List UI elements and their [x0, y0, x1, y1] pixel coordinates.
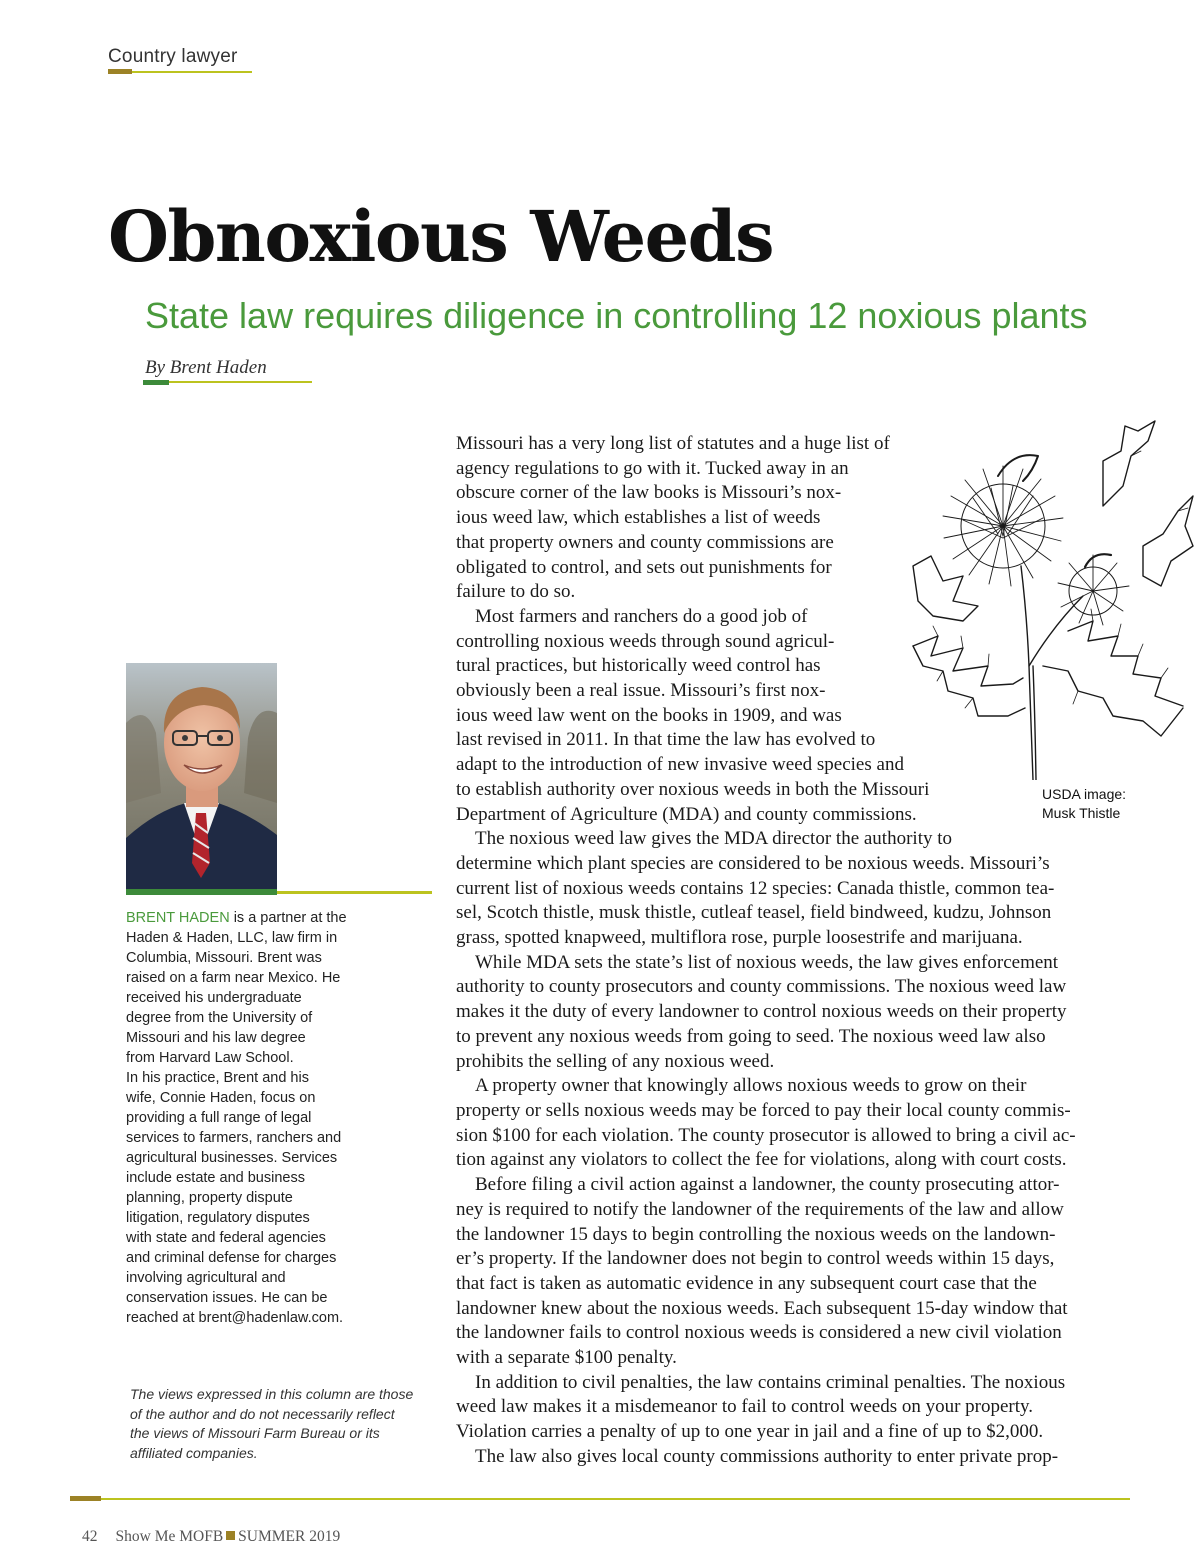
byline: By Brent Haden: [145, 357, 267, 378]
body-line: The law also gives local county commissions authority to enter private prop-: [475, 1445, 1059, 1467]
body-line: ious weed law went on the books in 1909, and was: [456, 704, 842, 726]
body-line: with a separate $100 penalty.: [456, 1347, 677, 1369]
body-line: tural practices, but historically weed control has: [456, 655, 821, 677]
body-line: ney is required to notify the landowner of the requirements of the law and allow: [456, 1198, 1064, 1220]
bio-line: litigation, regulatory disputes: [126, 1210, 310, 1226]
section-rule: [132, 71, 252, 73]
body-line: weed law makes it a misdemeanor to fail to control weeds on your property.: [456, 1396, 1034, 1418]
bio-line: include estate and business: [126, 1170, 305, 1186]
bio-line: received his undergraduate: [126, 990, 302, 1006]
body-line: obligated to control, and sets out punishments for: [456, 556, 832, 578]
bio-line: Missouri and his law degree: [126, 1030, 306, 1046]
disclaimer: [130, 1385, 435, 1463]
body-line: A property owner that knowingly allows noxious weeds to grow on their: [475, 1075, 1027, 1097]
body-line: controlling noxious weeds through sound agricul-: [456, 630, 835, 652]
body-line: the landowner 15 days to begin controlling the noxious weeds on the landown-: [456, 1223, 1056, 1245]
disclaimer-line: The views expressed in this column are those: [130, 1386, 414, 1402]
page-number: 42: [82, 1528, 98, 1545]
body-line: The noxious weed law gives the MDA director the authority to: [475, 828, 953, 850]
photo-rule: [277, 891, 432, 894]
body-line: Missouri has a very long list of statutes and a huge list of: [456, 433, 890, 454]
byline-rule-accent: [143, 380, 169, 385]
body-line: obviously been a real issue. Missouri’s first nox-: [456, 680, 826, 702]
disclaimer-line: of the author and do not necessarily reflect: [130, 1405, 395, 1422]
bio-line: Haden & Haden, LLC, law firm in: [126, 930, 338, 946]
body-line: failure to do so.: [456, 581, 576, 603]
body-line: er’s property. If the landowner does not begin to control weeds within 15 days,: [456, 1248, 1055, 1270]
bio-line: and criminal defense for charges: [126, 1250, 337, 1266]
body-line: the landowner fails to control noxious weeds is considered a new civil violation: [456, 1322, 1062, 1344]
body-line: sel, Scotch thistle, musk thistle, cutleaf teasel, field bindweed, kudzu, Johnson: [456, 902, 1052, 924]
photo-rule-accent: [126, 889, 277, 895]
article-subtitle: State law requires diligence in controlling 12 noxious plants: [145, 295, 1088, 336]
bio-line: with state and federal agencies: [126, 1230, 326, 1246]
footer: [82, 1528, 340, 1546]
square-bullet-icon: [226, 1531, 235, 1540]
body-line: While MDA sets the state’s list of noxious weeds, the law gives enforcement: [475, 951, 1059, 973]
body-line: that property owners and county commissions are: [456, 531, 834, 553]
body-line: prohibits the selling of any noxious weed.: [456, 1050, 775, 1072]
caption-line: USDA image:: [1042, 786, 1127, 802]
author-photo: [126, 663, 277, 891]
issue-date: SUMMER 2019: [238, 1528, 341, 1545]
bio-line: raised on a farm near Mexico. He: [126, 970, 341, 986]
body-line: Department of Agriculture (MDA) and county commissions.: [456, 803, 917, 825]
body-line: makes it the duty of every landowner to control noxious weeds on their property: [456, 1001, 1067, 1023]
body-line: current list of noxious weeds contains 12 species: Canada thistle, common tea-: [456, 877, 1055, 899]
byline-rule: [169, 381, 312, 383]
body-line: last revised in 2011. In that time the law has evolved to: [456, 729, 876, 751]
bio-line: providing a full range of legal: [126, 1110, 312, 1126]
section-label: Country lawyer: [108, 46, 238, 67]
body-line: to prevent any noxious weeds from going to seed. The noxious weed law also: [456, 1025, 1046, 1047]
footer-rule-accent: [70, 1496, 101, 1501]
body-line: Most farmers and ranchers do a good job of: [475, 605, 808, 627]
bio-line: In his practice, Brent and his: [126, 1070, 309, 1086]
article-body: [456, 432, 1136, 1470]
body-line: ious weed law, which establishes a list of weeds: [456, 507, 821, 529]
bio-line: from Harvard Law School.: [126, 1050, 294, 1066]
body-line: that fact is taken as automatic evidence in any subsequent court case that the: [456, 1272, 1037, 1294]
body-line: tion against any violators to collect the fee for violations, along with court costs.: [456, 1149, 1067, 1171]
body-line: authority to county prosecutors and county commissions. The noxious weed law: [456, 976, 1067, 998]
body-line: obscure corner of the law books is Missouri’s nox-: [456, 482, 842, 504]
disclaimer-line: affiliated companies.: [130, 1444, 258, 1461]
bio-line: agricultural businesses. Services: [126, 1150, 338, 1166]
bio-line: wife, Connie Haden, focus on: [126, 1090, 316, 1106]
article-title: Obnoxious Weeds: [108, 195, 774, 278]
caption-line: Musk Thistle: [1042, 805, 1121, 821]
footer-rule: [101, 1498, 1130, 1500]
section-rule-accent: [108, 69, 132, 74]
body-line: determine which plant species are considered to be noxious weeds. Missouri’s: [456, 852, 1050, 874]
bio-line: Columbia, Missouri. Brent was: [126, 950, 322, 966]
body-line: to establish authority over noxious weeds in both the Missouri: [456, 778, 930, 800]
body-line: Violation carries a penalty of up to one year in jail and a fine of up to $2,000.: [456, 1421, 1044, 1443]
body-line: adapt to the introduction of new invasive weed species and: [456, 754, 904, 776]
disclaimer-line: the views of Missouri Farm Bureau or its: [130, 1425, 380, 1441]
body-line: sion $100 for each violation. The county prosecutor is allowed to bring a civil ac-: [456, 1124, 1076, 1146]
bio-line: involving agricultural and: [126, 1270, 286, 1286]
publication-name: Show Me MOFB: [115, 1528, 224, 1545]
bio-line: conservation issues. He can be: [126, 1290, 328, 1306]
author-bio: [126, 908, 376, 1328]
body-line: agency regulations to go with it. Tucked away in an: [456, 457, 849, 479]
bio-name: BRENT HADEN: [126, 910, 230, 926]
bio-line: planning, property dispute: [126, 1190, 293, 1206]
body-line: grass, spotted knapweed, multiflora rose, purple loosestrife and marijuana.: [456, 927, 1023, 949]
body-line: property or sells noxious weeds may be forced to pay their local county commis-: [456, 1099, 1071, 1121]
body-line: landowner knew about the noxious weeds. Each subsequent 15-day window that: [456, 1297, 1068, 1319]
bio-line: is a partner at the: [229, 910, 347, 926]
bio-line: reached at brent@hadenlaw.com.: [126, 1310, 344, 1326]
bio-line: services to farmers, ranchers and: [126, 1130, 342, 1146]
bio-line: degree from the University of: [126, 1010, 313, 1026]
body-line: In addition to civil penalties, the law contains criminal penalties. The noxious: [475, 1371, 1066, 1393]
body-line: Before filing a civil action against a landowner, the county prosecuting attor-: [475, 1174, 1060, 1196]
